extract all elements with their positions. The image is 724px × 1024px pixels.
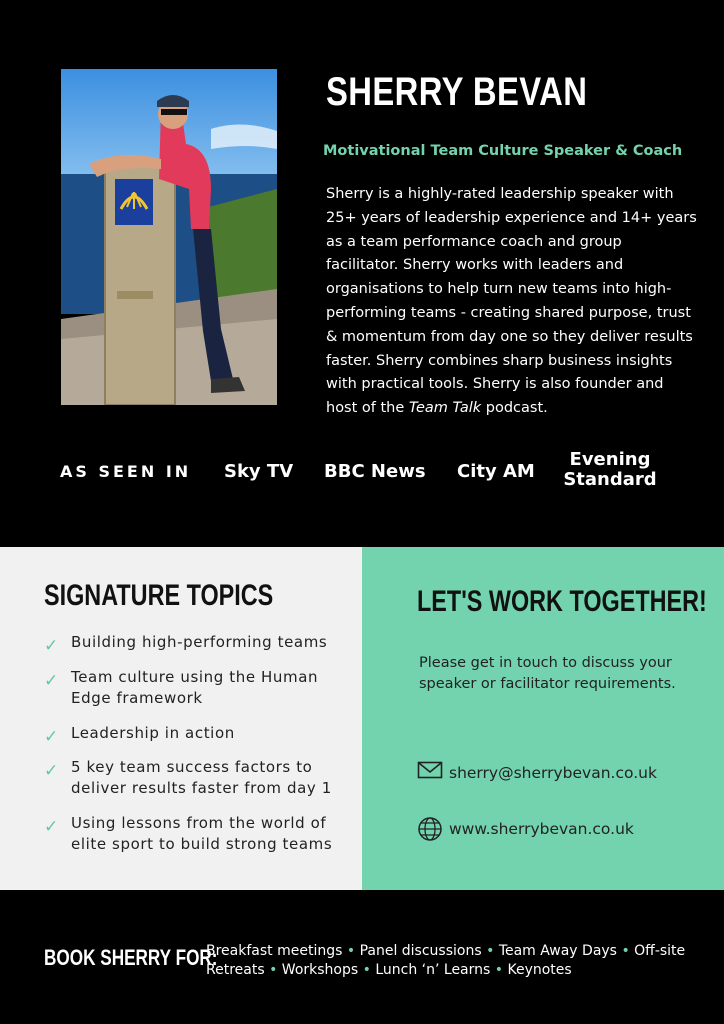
- topic-text: Team culture using the Human Edge framework: [71, 668, 319, 707]
- website-link[interactable]: www.sherrybevan.co.uk: [449, 820, 634, 838]
- check-icon: ✓: [44, 671, 59, 691]
- signature-topics-panel: [0, 547, 362, 890]
- booking-item: Breakfast meetings: [206, 943, 343, 959]
- speaker-subtitle: Motivational Team Culture Speaker & Coach: [323, 143, 683, 159]
- bio-text-end: podcast.: [481, 400, 548, 417]
- check-icon: ✓: [44, 817, 59, 837]
- booking-list: [206, 942, 686, 980]
- separator-dot: •: [362, 962, 371, 978]
- booking-item: Off-site Retreats: [206, 943, 686, 978]
- separator-dot: •: [486, 943, 495, 959]
- contact-intro: Please get in touch to discuss your speaker or facilitator requirements.: [419, 655, 676, 692]
- booking-item: Keynotes: [507, 962, 572, 978]
- topic-text: Building high-performing teams: [71, 633, 328, 651]
- email-link[interactable]: sherry@sherrybevan.co.uk: [449, 764, 657, 782]
- as-seen-in-label: AS SEEN IN: [60, 462, 192, 481]
- speaker-name: SHERRY BEVAN: [326, 70, 588, 114]
- booking-item: Team Away Days: [498, 943, 617, 959]
- work-together-title: LET'S WORK TOGETHER!: [417, 585, 707, 618]
- check-icon: ✓: [44, 761, 59, 781]
- separator-dot: •: [269, 962, 278, 978]
- media-outlet: City AM: [457, 461, 535, 482]
- topic-text: Using lessons from the world of elite sport to build strong teams: [71, 814, 333, 853]
- booking-item: Lunch ‘n’ Learns: [375, 962, 491, 978]
- topic-text: 5 key team success factors to deliver results faster from day 1: [71, 758, 332, 797]
- check-icon: ✓: [44, 636, 59, 656]
- separator-dot: •: [621, 943, 630, 959]
- check-icon: ✓: [44, 727, 59, 747]
- media-outlet: Evening Standard: [563, 449, 657, 490]
- speaker-photo: [61, 69, 277, 405]
- podcast-name: Team Talk: [408, 400, 482, 417]
- separator-dot: •: [346, 943, 356, 959]
- separator-dot: •: [494, 962, 504, 978]
- book-label: BOOK SHERRY FOR:: [44, 945, 218, 970]
- media-outlet: Sky TV: [224, 461, 294, 482]
- topics-title: SIGNATURE TOPICS: [44, 579, 274, 612]
- topic-text: Leadership in action: [71, 724, 235, 742]
- media-outlet: BBC News: [324, 461, 426, 482]
- bio-text: Sherry is a highly-rated leadership speaker with 25+ years of leadership experience and 14+ years as a team performance coach and group facilitator. Sherry works with leaders and organisations to help turn new teams into high-performing teams - creating shared purpose, trust & momentum from day one so they deliver results faster. Sherry combines sharp business insights with practical tools. Sherry is also founder and host of the: [326, 186, 697, 417]
- booking-item: Workshops: [281, 962, 359, 978]
- booking-item: Panel discussions: [359, 943, 482, 959]
- globe-icon: [417, 816, 443, 842]
- contact-panel: [362, 547, 724, 890]
- media-row: [0, 450, 724, 500]
- booking-section: [0, 890, 724, 1024]
- envelope-icon: [417, 760, 443, 780]
- speaker-bio: [326, 183, 698, 421]
